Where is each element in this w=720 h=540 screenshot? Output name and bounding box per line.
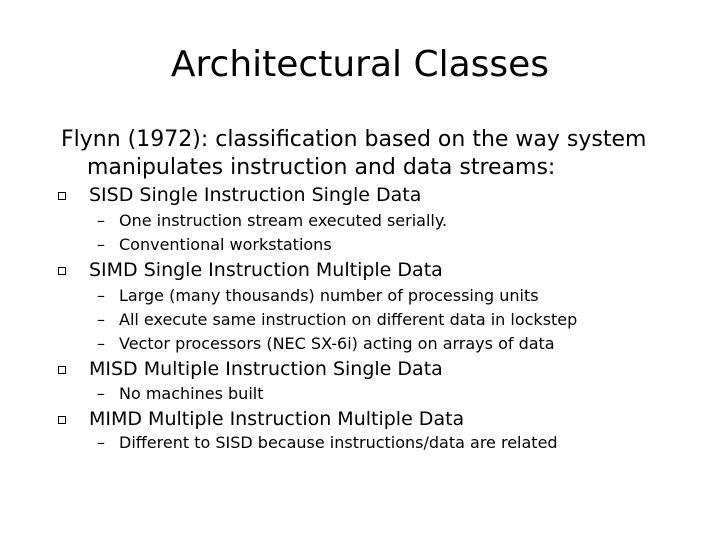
sub-item [97,332,712,356]
item-label: SISD Single Instruction Single Data [89,184,422,206]
dash-bullet: – [97,384,105,403]
item-label: MISD Multiple Instruction Single Data [89,358,443,380]
sub-item [97,284,712,308]
sub-item-text: Large (many thousands) number of processing units [119,286,539,305]
intro-line-1: Flynn (1972): classification based on the way system [61,127,647,152]
sub-item-text: Conventional workstations [119,235,332,254]
sub-item [97,209,712,233]
intro-line-2: manipulates instruction and data streams: [87,155,556,180]
square-bullet-icon [58,416,66,424]
sub-item-text: Vector processors (NEC SX-6i) acting on arrays of data [119,334,555,353]
sub-item-text: Different to SISD because instructions/data are related [119,433,558,452]
sub-item [97,308,712,332]
intro-paragraph [61,126,711,182]
sub-item-text: One instruction stream executed serially. [119,211,448,230]
dash-bullet: – [97,310,105,329]
sub-item [97,233,712,257]
dash-bullet: – [97,286,105,305]
dash-bullet: – [97,211,105,230]
dash-bullet: – [97,334,105,353]
dash-bullet: – [97,235,105,254]
sub-item-text: All execute same instruction on different data in lockstep [119,310,578,329]
sub-item [97,382,712,406]
dash-bullet: – [97,433,105,452]
item-label: SIMD Single Instruction Multiple Data [89,259,443,281]
sub-item-text: No machines built [119,384,264,403]
square-bullet-icon [58,192,66,200]
sub-item [97,431,712,455]
item-label: MIMD Multiple Instruction Multiple Data [89,408,465,430]
square-bullet-icon [58,267,66,275]
square-bullet-icon [58,366,66,374]
slide-title: Architectural Classes [170,44,550,85]
